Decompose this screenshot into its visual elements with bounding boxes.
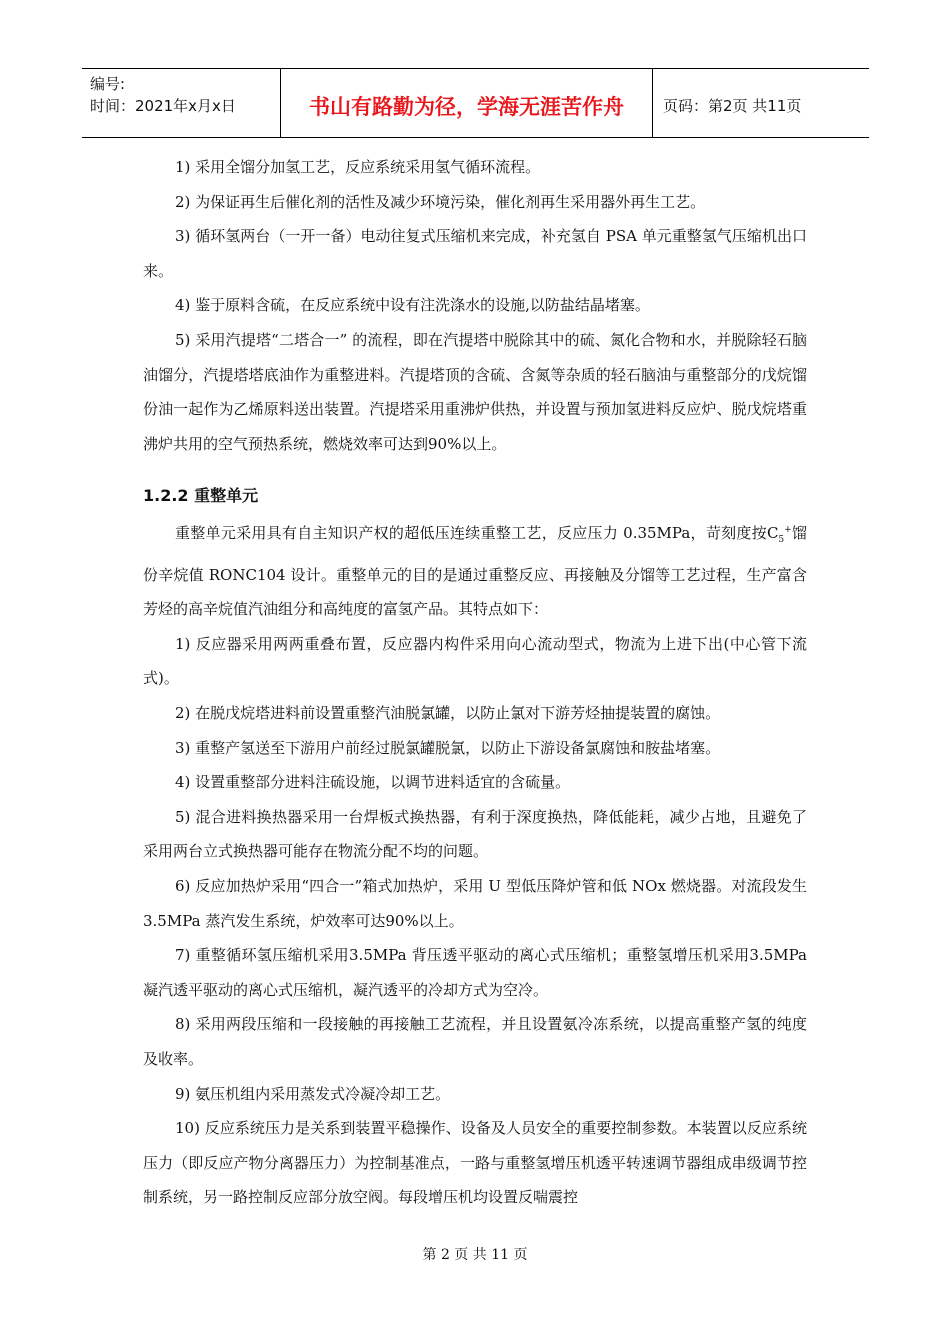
date-label: 时间：2021年x月x日 (90, 97, 236, 115)
paragraph: 9) 氨压机组内采用蒸发式冷凝冷却工艺。 (175, 1084, 451, 1103)
paragraph: 1) 采用全馏分加氢工艺，反应系统采用氢气循环流程。 (175, 158, 541, 176)
superscript: + (784, 525, 792, 535)
body-part-1 (143, 150, 807, 461)
header-page-number: 页码：第2页 共11页 (663, 96, 802, 115)
paragraph: 5) 采用汽提塔“二塔合一” 的流程，即在汽提塔中脱除其中的硫、氮化合物和水，并脱除轻石脑油馏分，汽提塔塔底油作为重整进料。汽提塔顶的含硫、含氮等杂质的轻石脑油与重整部分的戊烷馏份油一起作为乙烯原料送出装置。汽提塔采用重沸炉供热，并设置与预加氢进料反应炉、脱戊烷塔重沸炉共用的空气预热系统，燃烧效率可达到90%以上。 (143, 330, 807, 453)
page-footer: 第 2 页 共 11 页 (422, 1247, 528, 1263)
intro-text-a: 重整单元采用具有自主知识产权的超低压连续重整工艺，反应压力 0.35MPa，苛刻度按C (175, 524, 779, 542)
header-motto: 书山有路勤为径，学海无涯苦作舟 (281, 69, 653, 137)
body-part-2 (143, 513, 807, 1215)
paragraph: 2) 为保证再生后催化剂的活性及减少环境污染，催化剂再生采用器外再生工艺。 (175, 192, 706, 211)
header-info (82, 69, 281, 137)
paragraph: 8) 采用两段压缩和一段接触的再接触工艺流程，并且设置氨冷冻系统，以提高重整产氢的纯度及收率。 (143, 1015, 807, 1068)
paragraph: 4) 鉴于原料含硫，在反应系统中设有注洗涤水的设施,以防盐结晶堵塞。 (175, 296, 650, 315)
intro-paragraph (143, 513, 807, 627)
paragraph: 4) 设置重整部分进料注硫设施，以调节进料适宜的含硫量。 (175, 773, 571, 792)
subscript: 5 (778, 535, 785, 545)
paragraph: 2) 在脱戊烷塔进料前设置重整汽油脱氯罐，以防止氯对下游芳烃抽提装置的腐蚀。 (175, 703, 721, 722)
paragraph: 5) 混合进料换热器采用一台焊板式换热器，有利于深度换热，降低能耗，减少占地，且避免了采用两台立式换热器可能存在物流分配不均的问题。 (143, 807, 807, 861)
paragraph: 6) 反应加热炉采用“四合一”箱式加热炉，采用 U 型低压降炉管和低 NOx 燃烧器。对流段发生3.5MPa 蒸汽发生系统，炉效率可达90%以上。 (143, 876, 807, 930)
paragraph: 3) 循环氢两台（一开一备）电动往复式压缩机来完成，补充氢自 PSA 单元重整氢气压缩机出口来。 (143, 227, 807, 280)
page-header (82, 68, 869, 138)
paragraph: 1) 反应器采用两两重叠布置，反应器内构件采用向心流动型式，物流为上进下出(中心管下流式)。 (143, 634, 807, 688)
paragraph: 3) 重整产氢送至下游用户前经过脱氯罐脱氯，以防止下游设备氯腐蚀和胺盐堵塞。 (175, 738, 721, 757)
code-label: 编号: (90, 75, 126, 93)
section-heading: 1.2.2 重整单元 (143, 486, 259, 505)
paragraph: 7) 重整循环氢压缩机采用3.5MPa 背压透平驱动的离心式压缩机；重整氢增压机采用3.5MPa 凝汽透平驱动的离心式压缩机，凝汽透平的冷却方式为空冷。 (143, 946, 807, 999)
intro-text-b: 馏份辛烷值 RONC104 设计。重整单元的目的是通过重整反应、再接触及分馏等工艺过程，生产富含芳烃的高辛烷值汽油组分和高纯度的富氢产品。其特点如下： (143, 524, 807, 619)
paragraph: 10) 反应系统压力是关系到装置平稳操作、设备及人员安全的重要控制参数。本装置以反应系统压力（即反应产物分离器压力）为控制基准点，一路与重整氢增压机透平转速调节器组成串级调节控制系统，另一路控制反应部分放空阀。每段增压机均设置反喘震控 (143, 1119, 807, 1207)
